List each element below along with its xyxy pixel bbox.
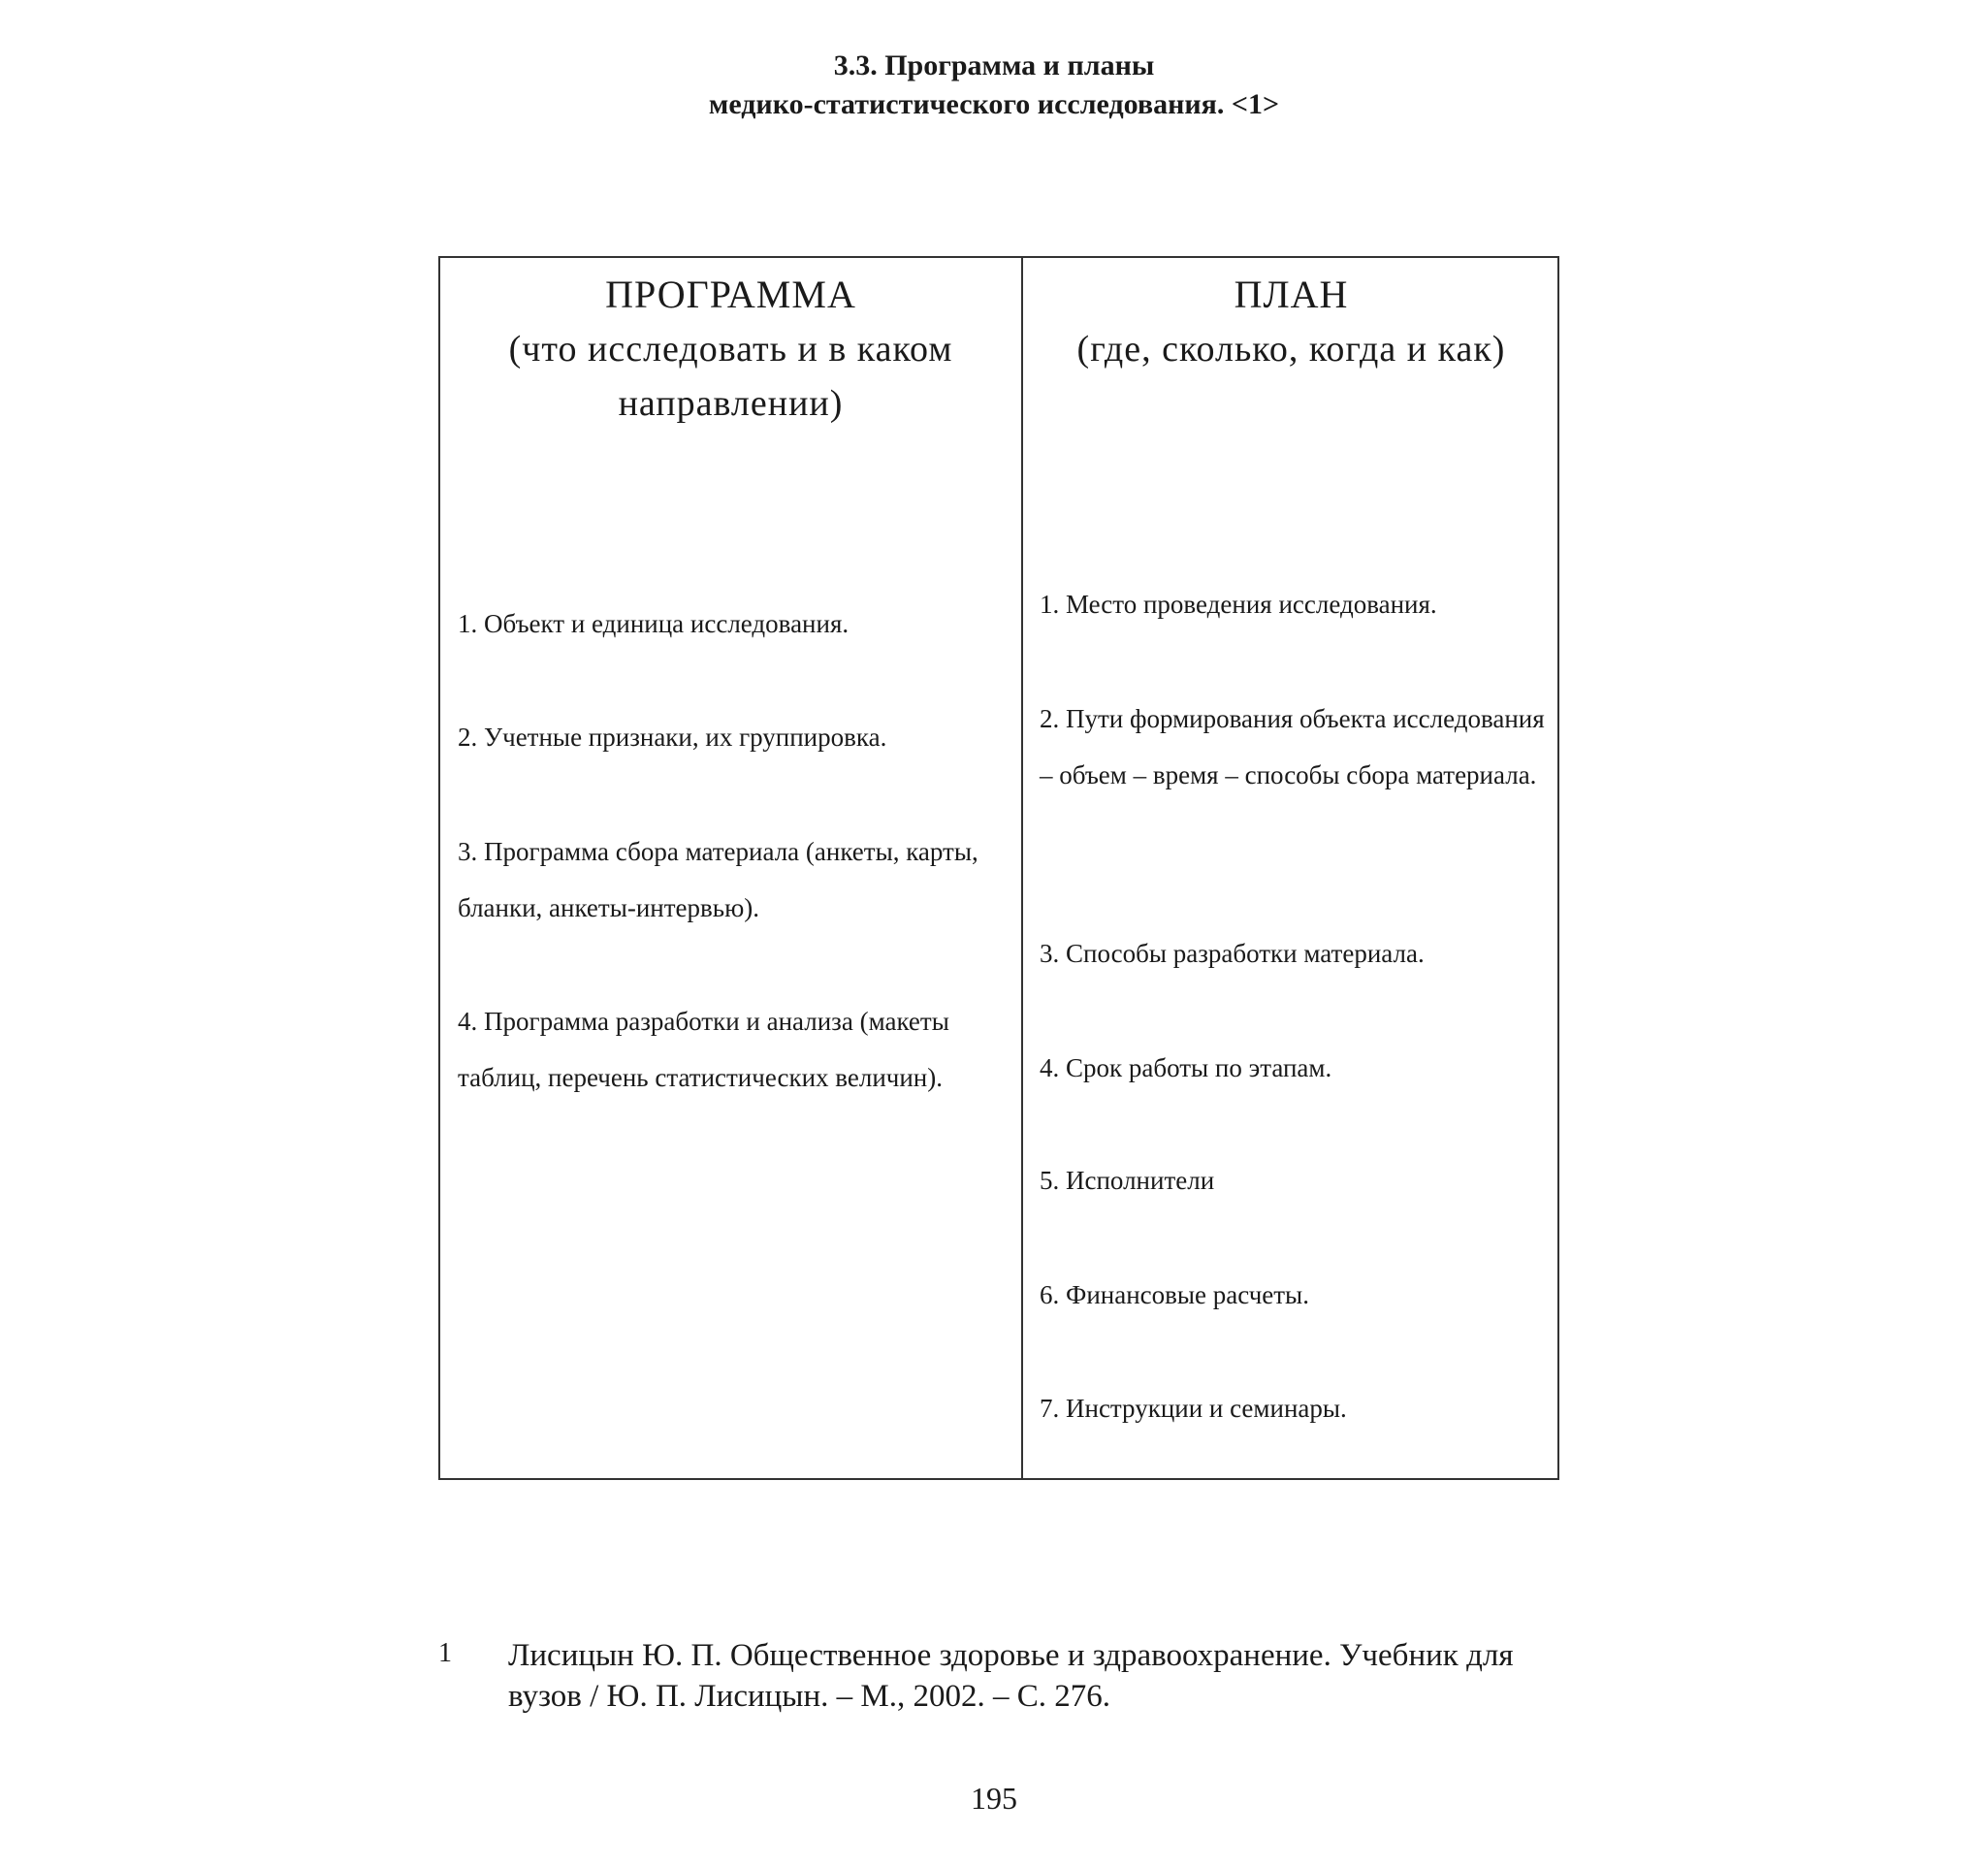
- plan-item-5: 5. Исполнители: [1040, 1166, 1215, 1195]
- program-plan-table: [438, 256, 1559, 1480]
- program-item-1: 1. Объект и единица исследования.: [458, 609, 850, 638]
- footnote-text: Лисицын Ю. П. Общественное здоровье и здравоохранение. Учебник для вузов / Ю. П. Лисицын. – М., 2002. – С. 276.: [508, 1638, 1514, 1714]
- program-subtitle: (что исследовать и в каком направлении): [508, 329, 953, 424]
- section-heading-line-2: медико-статистического исследования. <1>: [708, 88, 1280, 120]
- column-divider: [1021, 258, 1023, 1478]
- program-item-3: 3. Программа сбора материала (анкеты, карты, бланки, анкеты-интервью).: [458, 837, 978, 922]
- section-heading-line-1: 3.3. Программа и планы: [833, 49, 1155, 81]
- plan-item-6: 6. Финансовые расчеты.: [1040, 1280, 1309, 1309]
- plan-column-header: [1023, 268, 1559, 376]
- program-title: ПРОГРАММА: [605, 273, 856, 316]
- program-item-2: 2. Учетные признаки, их группировка.: [458, 723, 887, 752]
- footnote-mark: 1: [438, 1638, 452, 1668]
- plan-subtitle: (где, сколько, когда и как): [1076, 329, 1506, 370]
- plan-title: ПЛАН: [1234, 273, 1349, 316]
- plan-item-2: 2. Пути формирования объекта исследования – объем – время – способы сбора материала.: [1040, 704, 1545, 789]
- plan-item-3: 3. Способы разработки материала.: [1040, 939, 1425, 968]
- plan-item-4: 4. Срок работы по этапам.: [1040, 1053, 1332, 1082]
- plan-item-7: 7. Инструкции и семинары.: [1040, 1394, 1347, 1423]
- plan-item-1: 1. Место проведения исследования.: [1040, 590, 1437, 619]
- page-number: 195: [971, 1781, 1017, 1816]
- program-column-header: [440, 268, 1021, 431]
- program-item-4: 4. Программа разработки и анализа (макеты таблиц, перечень статистических величин).: [458, 1007, 949, 1092]
